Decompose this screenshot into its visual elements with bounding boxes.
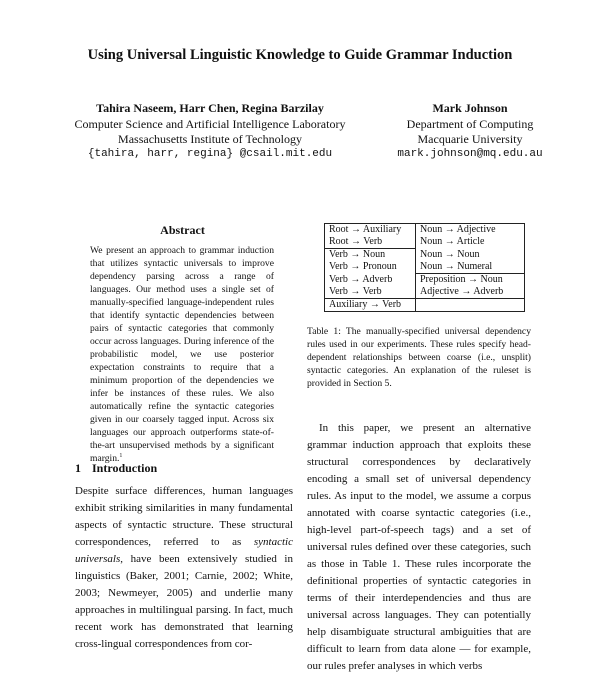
table-cell: [416, 299, 525, 312]
author-dept-left: Computer Science and Artificial Intelligence Laboratory: [74, 117, 346, 131]
table-cell: Verb → Pronoun: [325, 261, 416, 274]
table-cell: Verb → Adverb: [325, 274, 416, 287]
right-column-paragraph: In this paper, we present an alternative grammar induction approach that exploits these structural correspondences by declaratively encoding a small set of universal dependency rules. As input to the model, we assume a corpus annotated with coarse syntactic categories (i.e., high-level part-of-speech tags) and a set of universal rules defined over these categories, such as those in Table 1. These rules incorporate the definitional properties of syntactic categories in terms of their interdependencies and thus are universal across languages. They can potentially help disambiguate structural ambiguities that are difficult to learn from data alone — for example, our rules prefer analyses in which verbs: [307, 422, 531, 672]
author-names-right: Mark Johnson: [432, 101, 508, 115]
author-institution-right: Macquarie University: [417, 132, 523, 146]
author-institution-left: Massachusetts Institute of Technology: [118, 132, 302, 146]
footnote-mark: 1: [119, 452, 123, 459]
intro-italic-term: syntactic universals: [75, 536, 293, 565]
table-cell: Root → Verb: [325, 236, 416, 249]
table-cell: Verb → Verb: [325, 286, 416, 299]
intro-paragraph: Despite surface differences, human languages exhibit striking similarities in many fundamental aspects of syntactic structure. These structural correspondences, referred to as syntactic universals, have been extensively studied in linguistics (Baker, 2001; Carnie, 2002; White, 2003; Newmeyer, 2005) and underlie many approaches in multilingual parsing. In fact, much recent work has demonstrated that learning cross-lingual correspondences from cor-: [75, 485, 293, 650]
paper-title: Using Universal Linguistic Knowledge to Guide Grammar Induction: [87, 47, 513, 63]
table-row: [325, 236, 525, 249]
table-cell: Auxiliary → Verb: [325, 299, 416, 312]
table-row: [325, 224, 525, 237]
section-title: Introduction: [92, 461, 158, 475]
table-row: [325, 286, 525, 299]
abstract-heading: Abstract: [160, 223, 205, 237]
rules-table: [324, 223, 525, 312]
table-row: [325, 249, 525, 262]
author-names-left: Tahira Naseem, Harr Chen, Regina Barzilay: [96, 101, 324, 115]
section-number: 1: [75, 461, 81, 475]
author-dept-right: Department of Computing: [406, 117, 534, 131]
abstract-text: We present an approach to grammar induction that utilizes syntactic universals to improve dependency parsing across a range of languages. Our method uses a single set of manually-specified language-independent rules that identify syntactic dependencies between pairs of syntactic categories that commonly occur across languages. During inference of the probabilistic model, we use posterior expectation constraints to require that a minimum proportion of the dependencies we infer be instances of these rules. We also automatically refine the syntactic categories given in our coarsely tagged input. Across six languages our approach outperforms state-of-the-art unsupervised methods by a significant margin.$^1$: [90, 245, 274, 464]
table-cell: Noun → Adjective: [416, 224, 525, 237]
author-email-left: {tahira, harr, regina} @csail.mit.edu: [87, 148, 333, 160]
table-row: [325, 261, 525, 274]
table-cell: Noun → Numeral: [416, 261, 525, 274]
table-row: [325, 274, 525, 287]
table-row: [325, 299, 525, 312]
table-cell: Preposition → Noun: [416, 274, 525, 287]
table-cell: Noun → Article: [416, 236, 525, 249]
author-email-right: mark.johnson@mq.edu.au: [397, 148, 543, 160]
section-heading: [75, 461, 157, 476]
table-cell: Verb → Noun: [325, 249, 416, 262]
table-cell: Noun → Noun: [416, 249, 525, 262]
table-cell: Adjective → Adverb: [416, 286, 525, 299]
table-cell: Root → Auxiliary: [325, 224, 416, 237]
table-caption: Table 1: The manually-specified universal dependency rules used in our experiments. These rules specify head-dependent relationships between coarse (i.e., unsplit) syntactic categories. An explanation of the ruleset is provided in Section 5.: [307, 326, 531, 389]
